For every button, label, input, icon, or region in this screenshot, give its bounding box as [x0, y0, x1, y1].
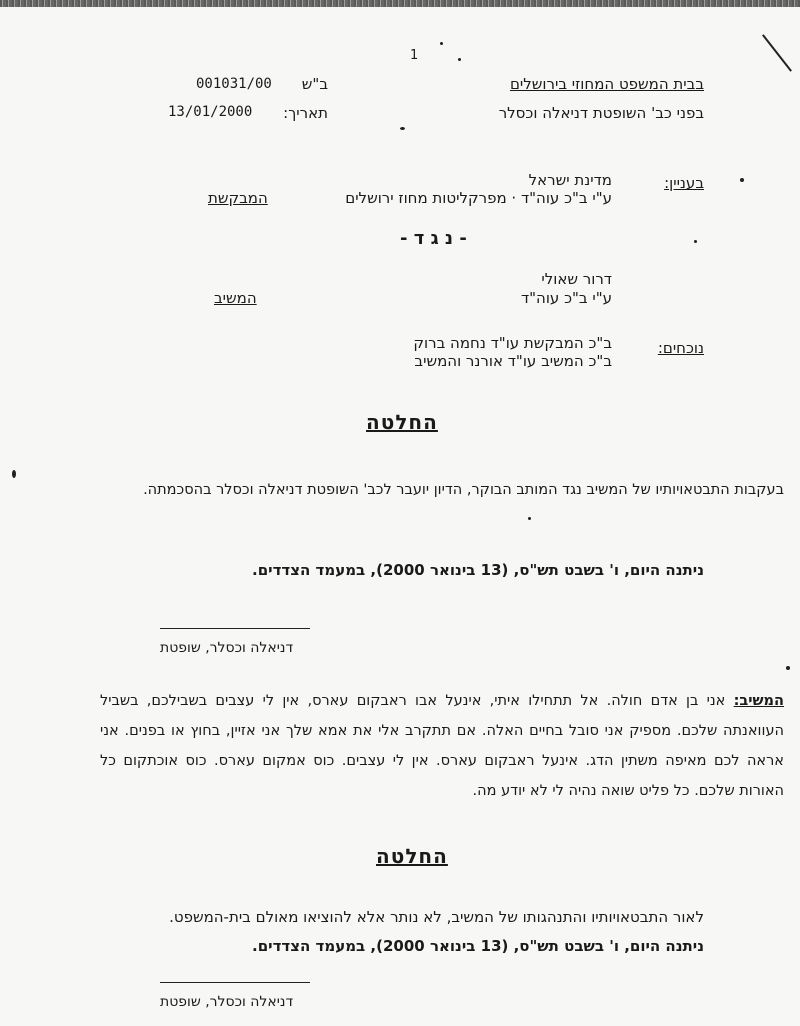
decision-given-line: ניתנה היום, ו' בשבט תש"ס, (13 בינואר 2000), במעמד הצדדים.: [252, 937, 704, 955]
statement-label: המשיב:: [733, 693, 784, 709]
date-label: תאריך:: [283, 104, 328, 122]
signature-line: [160, 982, 310, 983]
present-line-1: ב"כ המבקשת עו"ד נחמה ברוק: [413, 334, 612, 352]
scan-speck: [740, 178, 744, 182]
scan-speck: [12, 470, 16, 478]
present-line-2: ב"כ המשיב עו"ד אורנר והמשיב: [414, 352, 612, 370]
scan-speck: [458, 58, 461, 61]
versus-label: - נ ג ד -: [400, 228, 467, 249]
respondent-name: דרור שאולי: [541, 270, 612, 288]
page-mark: 1: [410, 48, 419, 63]
judge-signature: דניאלה וכסלר, שופטת: [160, 640, 294, 656]
present-label: נוכחים:: [657, 339, 704, 357]
decision-body: לאור התבטאויותיו והתנהגותו של המשיב, לא נותר אלא להוציאו מאולם בית-המשפט.: [169, 908, 704, 926]
scan-speck: [528, 517, 531, 520]
judge-line: בפני כב' השופטת דניאלה וכסלר: [498, 104, 704, 122]
case-number: 001031/00: [196, 76, 272, 92]
decision-title: החלטה: [376, 844, 448, 868]
decision-given-line: ניתנה היום, ו' בשבט תש"ס, (13 בינואר 2000), במעמד הצדדים.: [252, 561, 704, 579]
decision-body: בעקבות התבטאויותיו של המשיב נגד המותב הבוקר, הדיון יועבר לכב' השופטת דניאלה וכסלר בהסכמתה.: [143, 482, 784, 498]
applicant-name: מדינת ישראל: [528, 171, 612, 189]
respondent-statement: [100, 686, 784, 806]
statement-text: אני בן אדם חולה. אל תתחילו איתי, אינעל אבו ראבקום עארס, אין לי עצבים בשבילכם, בשביל העוואנתה שלכם. מספיק אני סובל בחיים האלה. אם תתקרב אלי את אמא שלך אני אזיין, בחוץ או בפנים. אני אראה לכם מאיפה משתין הדג. אינעל ראבקום עארס. אין לי עצבים. כוס אמקום עארס. כוס אוכתקום כל האורות שלכם. כל פליט שואה נהיה לי לא יודע מה.: [100, 693, 784, 799]
applicant-role: המבקשת: [208, 189, 268, 207]
applicant-rep: ע"י ב"כ עוה"ד · מפרקליטות מחוז ירושלים: [345, 189, 612, 207]
scan-speck: [786, 666, 790, 670]
scan-speck: [400, 127, 405, 130]
signature-line: [160, 628, 310, 629]
scan-mark: [762, 34, 792, 71]
case-prefix: ב"ש: [301, 75, 328, 93]
scan-speck: [440, 42, 443, 45]
decision-title: החלטה: [366, 410, 438, 434]
scan-speck: [694, 240, 697, 243]
respondent-rep: ע"י ב"כ עוה"ד: [520, 289, 612, 307]
judge-signature: דניאלה וכסלר, שופטת: [160, 994, 294, 1010]
matter-label: בעניין:: [664, 174, 704, 192]
scan-top-edge: [0, 0, 800, 7]
date-value: 13/01/2000: [168, 104, 253, 120]
court-name: בבית המשפט המחוזי בירושלים: [509, 75, 704, 93]
respondent-role: המשיב: [214, 289, 257, 307]
